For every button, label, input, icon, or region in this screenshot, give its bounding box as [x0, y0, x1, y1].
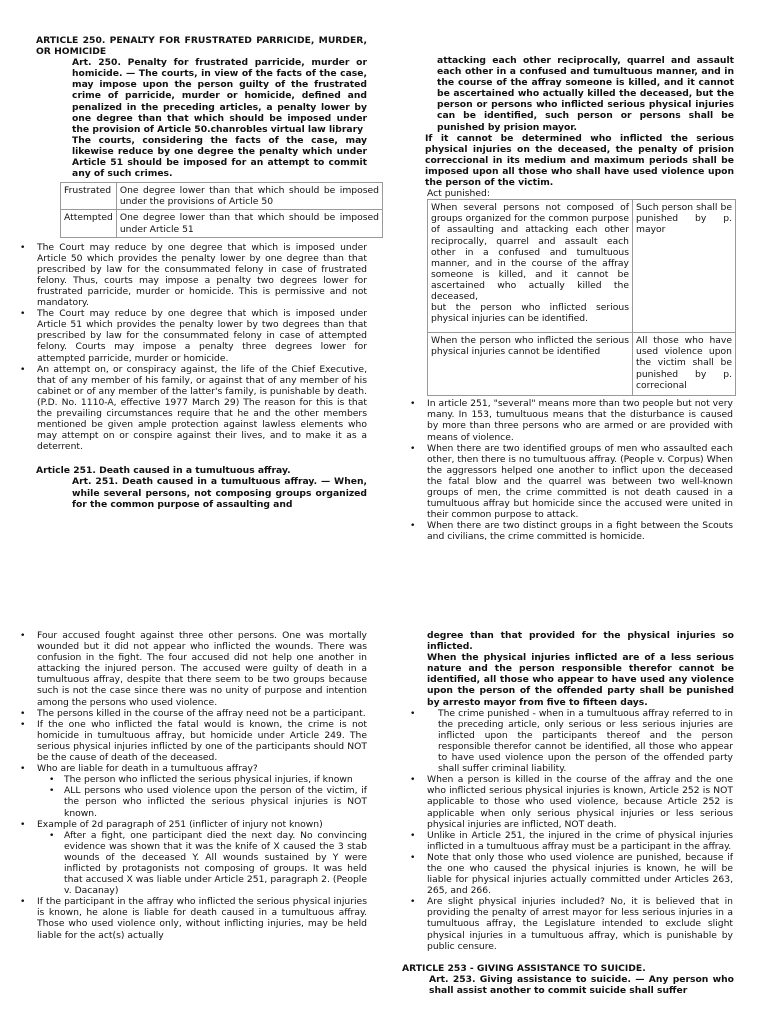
list-item [402, 852, 733, 896]
list-item-text: The Court may reduce by one degree that which is imposed under Article 50 which provides the penalty lower by one degree than that prescribed by law for the consummated felony in case of frustrated felony. Thus, courts may impose a penalty two degrees lower for frustrated parricide, murder or homicide. This is permissive and not mandatory. [37, 241, 367, 309]
act-text: When several persons not composed of groups organized for the common purpose of assaulting and attacking each other reciprocally, quarrel and assault each other in a confused and tumultuous manner, and in the course of the affray someone is killed, and it cannot be ascertained who actually killed the deceased, [431, 202, 629, 302]
list-item [402, 520, 733, 542]
list-item-text: An attempt on, or conspiracy against, the life of the Chief Executive, that of any member of his family, or against that of any member of his cabinet or of any member of the latter's family, is punishable by death. (P.D. No. 1110-A, effective 1977 March 29) The reason for this is that the prevailing circumstances require that he and the other members mentioned be given ample protection against lawless elements who may attempt on or conspire against their lives, and to make it as a deterrent. [37, 363, 367, 453]
list-item-text: The persons killed in the course of the affray need not be a participant. [37, 707, 366, 719]
list-item [12, 708, 367, 719]
list-item-text: ALL persons who used violence upon the person of the victim, if the person who inflicted the serious physical injuries is NOT known. [64, 785, 367, 819]
article-252-paragraph-2: When the physical injuries inflicted are of a less serious nature and the person responsible therefor cannot be identified, all those who appear to have used any violence upon the person of the offended party shall be punished by arresto mayor from five to fifteen days. [427, 652, 734, 708]
table-row [428, 333, 736, 396]
act-punished-label: Act punished: [427, 188, 490, 200]
list-item [12, 896, 367, 940]
article-252-continuation: degree than that provided for the physical injuries so inflicted. [427, 630, 734, 653]
list-item [402, 398, 733, 442]
list-item-text: Four accused fought against three other persons. One was mortally wounded but it did not appear who inflicted the wounds. There was confusion in the fight. The four accused did not help one another in attacking the injured person. The accused were guilty of death in a tumultuous affray, despite that there seem to be two groups because such is not the case since there was no unity of purpose and intention among the persons who used violence. [37, 630, 367, 708]
article-250-heading: ARTICLE 250. PENALTY FOR FRUSTRATED PARRICIDE, MURDER, OR HOMICIDE [36, 35, 367, 58]
table-cell-act [428, 200, 633, 333]
table-cell-penalty: One degree lower than that which should be imposed under the provisions of Article 50 [116, 183, 382, 210]
article-251-paragraph-2: If it cannot be determined who inflicted the serious physical injuries on the deceased, the penalty of prision correccional in its medium and maximum periods shall be imposed upon all those who shall have used violence upon the person of the victim. [425, 132, 734, 189]
list-item-text: The crime punished - when in a tumultuous affray referred to in the preceding article, only serious or less serious injuries are inflicted upon the participants thereof and the person responsible therefor cannot be identified, all those who appear to have used violence upon the person of the offended party shall suffer criminal liability. [438, 707, 733, 775]
page1-left-column [36, 35, 379, 510]
affray-notes [12, 630, 367, 941]
article-251-notes [402, 398, 733, 542]
list-item-text: When a person is killed in the course of the affray and the one who inflicted serious physical injuries is known, Article 252 is NOT applicable to those who used violence, because Article 252 is applicable when only serious physical injuries or less serious physical injuries are inflicted, NOT death. [427, 774, 733, 830]
liable-persons-list [37, 774, 367, 818]
list-item-text: Example of 2d paragraph of 251 (inflicter of injury not known) [37, 818, 323, 830]
article-250-text-2: The courts, considering the facts of the case, may likewise reduce by one degree the penalty which under Article 51 should be imposed for an attempt to commit any of such crimes. [72, 134, 367, 180]
list-item [402, 443, 733, 521]
table-cell-stage: Attempted [61, 210, 117, 237]
list-item [402, 830, 733, 852]
article-250-notes [12, 242, 367, 453]
list-item-text: Are slight physical injuries included? No, it is believed that in providing the penalty of arrest mayor for less serious injuries in a tumultuous affray, the Legislature intended to exclude slight physical injuries in a tumultuous affray, which is punishable by public censure. [427, 896, 733, 952]
list-item-text: The person who inflicted the serious physical injuries, if known [64, 774, 353, 786]
page2-left-column [36, 630, 367, 941]
list-item [12, 630, 367, 708]
example-list [37, 830, 367, 897]
article-253-heading: ARTICLE 253 - GIVING ASSISTANCE TO SUICIDE. [402, 962, 646, 974]
table-row [61, 210, 383, 237]
list-item [12, 308, 367, 363]
list-item-text: Who are liable for death in a tumultuous affray? [37, 763, 258, 775]
list-item-text: When there are two identified groups of men who assaulted each other, then there is no tumultuous affray. (People v. Corpus) When the aggressors helped one another to inflict upon the deceased the fatal blow and the quarrel was between two well-known groups of men, the crime committed is not death caused in a tumultuous affray but homicide since the accused were united in their common purpose to attack. [427, 442, 733, 521]
list-item [37, 785, 367, 818]
article-253-text: Art. 253. Giving assistance to suicide. — Any person who shall assist another to commit suicide shall suffer [429, 973, 734, 996]
table-cell-penalty: Such person shall be punished by p. mayor [633, 200, 736, 333]
list-item-text: The Court may reduce by one degree that which is imposed under Article 51 which provides the penalty lower by two degrees than that prescribed by law for the consummated felony in case of attempted felony. Courts may impose a penalty three degrees lower for attempted parricide, murder or homicide. [37, 308, 367, 364]
act-text-2: but the person who inflicted serious physical injuries can be identified. [431, 302, 629, 325]
list-item-text: Note that only those who used violence are punished, because if the one who caused the physical injuries is known, he will be liable for physical injuries actually committed under Articles 263, 265, and 266. [427, 851, 733, 897]
table-row [428, 200, 736, 333]
list-item [12, 364, 367, 453]
list-item-text: When there are two distinct groups in a fight between the Scouts and civilians, the crime committed is homicide. [427, 520, 733, 543]
table-cell-penalty: One degree lower than that which should be imposed under Article 51 [116, 210, 382, 237]
page1-right-column [427, 55, 734, 542]
list-item [37, 830, 367, 897]
article-252-notes [402, 708, 733, 952]
list-item-text: If the participant in the affray who inflicted the serious physical injuries is known, he alone is liable for death caused in a tumultuous affray. Those who used violence only, without inflicting injuries, may be held liable for the act(s) actually [37, 896, 367, 941]
list-item [12, 763, 367, 818]
list-item-text: Unlike in Article 251, the injured in the crime of physical injuries inflicted in a tumultuous affray must be a participant in the affray. [427, 829, 733, 852]
list-item [12, 719, 367, 763]
table-cell-stage: Frustrated [61, 183, 117, 210]
article-251-text: Art. 251. Death caused in a tumultuous affray. — When, while several persons, not composing groups organized for the common purpose of assaulting and [72, 476, 367, 510]
list-item [402, 774, 733, 829]
table-row [61, 183, 383, 210]
article-250-text: Art. 250. Penalty for frustrated parricide, murder or homicide. — The courts, in view of the facts of the case, may impose upon the person guilty of the frustrated crime of parricide, murder or homicide, defined and penalized in the preceding articles, a penalty lower by one degree than that which should be imposed under the provision of Article 50.chanrobles virtual law library [72, 57, 367, 135]
list-item [12, 242, 367, 309]
penalty-table-250 [60, 182, 383, 237]
article-251-heading: Article 251. Death caused in a tumultuous affray. [36, 465, 291, 477]
list-item-text: After a fight, one participant died the next day. No convincing evidence was shown that it was the knife of X caused the 3 stab wounds of the deceased Y. All wounds sustained by Y were inflicted by protagonists not composing of groups. It was held that accused X was liable under Article 251, paragraph 2. (People v. Dacanay) [64, 829, 367, 897]
list-item-text: If the one who inflicted the fatal would is known, the crime is not homicide in tumultuous affray, but homicide under Article 249. The serious physical injuries inflicted by one of the participants should NOT be the cause of death of the deceased. [37, 718, 367, 764]
list-item-text: In article 251, "several" means more than two people but not very many. In 153, tumultuous means that the disturbance is caused by more than three persons who are armed or are provided with means of violence. [427, 398, 733, 443]
list-item [37, 774, 367, 785]
article-251-continuation: attacking each other reciprocally, quarrel and assault each other in a confused and tumultuous manner, and in the course of the affray someone is killed, and it cannot be ascertained who actually killed the deceased, but the person or persons who inflicted serious physical injuries can be identified, such person or persons shall be punished by prision mayor. [437, 55, 734, 133]
page2-right-column [402, 630, 734, 996]
act-punished-table [427, 199, 736, 396]
table-cell-penalty: All those who have used violence upon the victim shall be punished by p. correcional [633, 333, 736, 396]
list-item [402, 896, 733, 951]
list-item [402, 708, 733, 775]
list-item [12, 819, 367, 897]
table-cell-act: When the person who inflicted the serious physical injuries cannot be identified [428, 333, 633, 396]
